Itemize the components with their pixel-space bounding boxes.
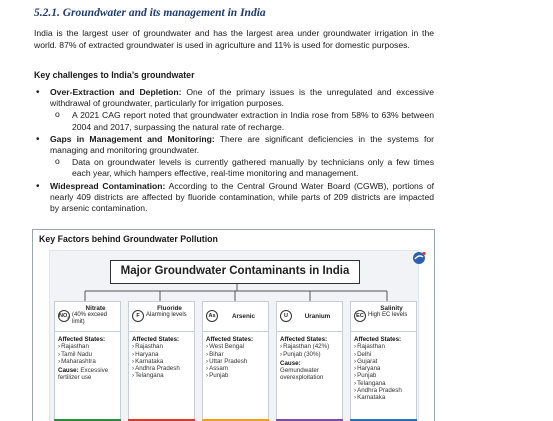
contaminant-card-nitrate xyxy=(54,301,121,421)
affected-state: › Bihar xyxy=(206,351,265,358)
chemical-symbol-icon: EC xyxy=(354,310,366,322)
infographic-title: Major Groundwater Contaminants in India xyxy=(110,260,360,284)
contaminant-header xyxy=(55,302,120,332)
affected-state: › Karnataka xyxy=(132,358,191,365)
brand-logo-icon xyxy=(412,251,426,265)
contaminant-card-fluoride xyxy=(128,301,195,421)
affected-state: › Rajasthan xyxy=(58,343,117,350)
affected-state: › Uttar Pradesh xyxy=(206,358,265,365)
chemical-symbol-icon: F xyxy=(132,310,144,322)
contaminant-name: Fluoride xyxy=(157,305,182,312)
affected-state: › Karnataka xyxy=(354,394,413,401)
contaminant-details xyxy=(351,332,416,406)
contaminant-name: Uranium xyxy=(304,313,331,320)
contaminant-name: Arsenic xyxy=(231,313,256,320)
contaminant-header xyxy=(351,302,416,332)
bullet-text: One of the primary issues is the unregulated and excessive withdrawal of groundwater, particularly for irrigation purposes. xyxy=(50,87,435,109)
affected-state: › Telangana xyxy=(354,380,413,387)
contaminant-card-uranium xyxy=(276,301,343,421)
affected-states-label: Affected States: xyxy=(280,336,328,343)
bullet-title: Over-Extraction and Depletion: xyxy=(50,87,182,97)
tree-connector xyxy=(82,284,392,302)
bullet-over-extraction xyxy=(34,87,434,109)
affected-state: › West Bengal xyxy=(206,343,265,350)
affected-state: › Haryana xyxy=(354,365,413,372)
chemical-symbol-icon: $NO_3$ xyxy=(58,310,70,322)
contaminant-card-salinity xyxy=(350,301,417,421)
affected-states-label: Affected States: xyxy=(132,336,180,343)
contaminant-note: High EC levels xyxy=(368,312,408,319)
affected-state: › Tamil Nadu xyxy=(58,351,117,358)
affected-state: › Punjab xyxy=(206,372,265,379)
section-title: 5.2.1. Groundwater and its management in India xyxy=(34,7,266,19)
contaminant-note: Alarming levels xyxy=(146,312,187,319)
affected-state: › Gujarat xyxy=(354,358,413,365)
contaminant-note: (40% exceed limit) xyxy=(72,312,108,326)
affected-state: › Haryana xyxy=(132,351,191,358)
cause: Cause: Gemundwater overexploitation xyxy=(280,359,324,382)
challenges-list xyxy=(34,87,434,215)
chemical-symbol-icon: As xyxy=(206,310,218,322)
cause: Cause: Excessive fertilizer use xyxy=(58,367,109,382)
challenges-heading: Key challenges to India’s groundwater xyxy=(34,70,195,80)
bullet-title: Gaps in Management and Monitoring: xyxy=(50,133,215,144)
contaminant-card-arsenic xyxy=(202,301,269,421)
affected-state: › Andhra Pradesh xyxy=(132,365,191,372)
bullet-text: There are significant deficiencies in the systems for managing and monitoring groundwater. xyxy=(50,133,434,156)
affected-state: › Delhi xyxy=(354,351,413,358)
contaminant-details xyxy=(277,332,342,386)
affected-state: › Rajasthan (42%) xyxy=(280,343,339,350)
affected-state: › Punjab xyxy=(354,372,413,379)
affected-state: › Telangana xyxy=(132,372,191,379)
contaminant-details xyxy=(55,332,120,386)
sub-bullet-cag-report: o A 2021 CAG report noted that groundwater extraction in India rose from 58% to 63% between 2004 and 2017, surpassing the natural rate of recharge. xyxy=(34,110,434,132)
key-factors-title: Key Factors behind Groundwater Pollution xyxy=(39,234,218,244)
contaminant-header xyxy=(129,302,194,332)
contaminant-details xyxy=(129,332,194,384)
affected-states-label: Affected States: xyxy=(58,336,106,343)
affected-state: › Assam xyxy=(206,365,265,372)
bullet-title: Widespread Contamination: xyxy=(50,180,166,191)
key-factors-box xyxy=(32,229,435,421)
affected-state: › Andhra Pradesh xyxy=(354,387,413,394)
contaminant-name: Salinity xyxy=(380,305,403,312)
intro-paragraph: India is the largest user of groundwater and has the largest area under groundwater irrigation in the world. 87% of extracted groundwater is used in agriculture and 11% is used for domestic purposes. xyxy=(34,28,434,50)
sub-bullet-manual-data: o Data on groundwater levels is currently gathered manually by technicians only a few times each year, which hampers effective, real-time monitoring and management. xyxy=(34,157,434,179)
bullet-management-gaps xyxy=(34,134,434,156)
contaminant-header xyxy=(203,302,268,332)
affected-state: › Rajasthan xyxy=(132,343,191,350)
chemical-symbol-icon: U xyxy=(280,310,292,322)
contaminant-details xyxy=(203,332,268,384)
affected-state: › Punjab (30%) xyxy=(280,351,339,358)
affected-states-label: Affected States: xyxy=(206,336,254,343)
contaminants-infographic xyxy=(49,250,419,421)
affected-states-label: Affected States: xyxy=(354,336,402,343)
contaminant-header xyxy=(277,302,342,332)
affected-state: › Maharashtra xyxy=(58,358,117,365)
affected-state: › Rajasthan xyxy=(354,343,413,350)
bullet-text: According to the Central Ground Water Board (CGWB), portions of nearly 409 districts are affected by fluoride contamination, while parts of 209 districts are impacted by arsenic contamination. xyxy=(50,180,434,214)
contaminant-name: Nitrate xyxy=(85,305,106,312)
bullet-contamination xyxy=(34,181,434,215)
